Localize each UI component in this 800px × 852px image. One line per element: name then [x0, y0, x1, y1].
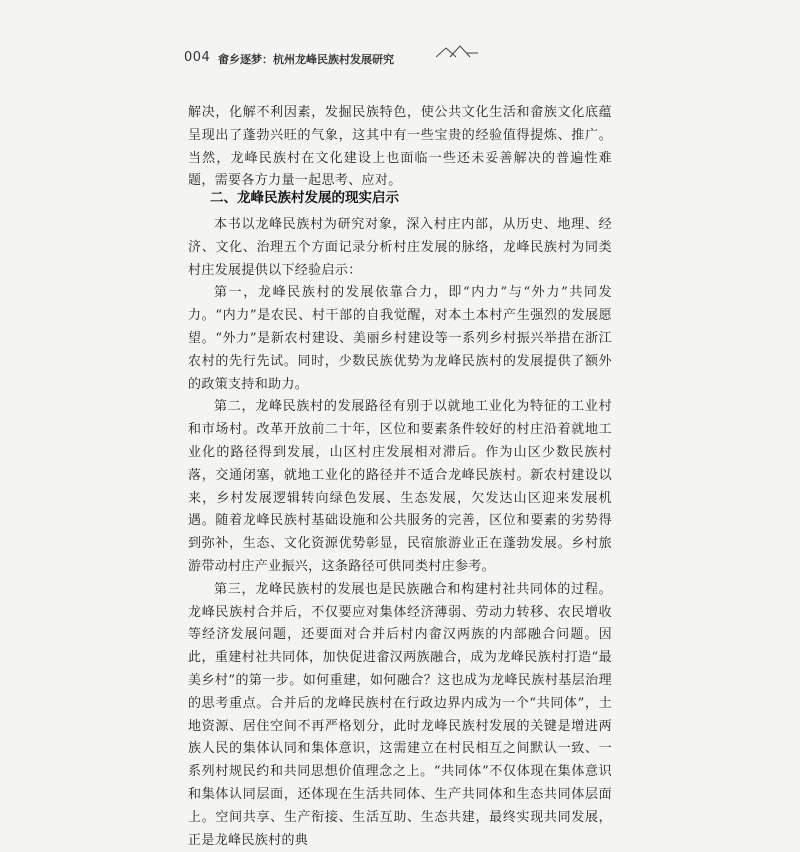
roof-ornament-icon — [436, 44, 478, 58]
section-body — [188, 214, 612, 852]
paragraph-1: 解决，化解不利因素，发掘民族特色，使公共文化生活和畲族文化底蕴呈现出了蓬勃兴旺的气象，这其中有一些宝贵的经验值得提炼、推广。当然，龙峰民族村在文化建设上也面临一些还未妥善解决的普遍性难题，需要各方力量一起思考、应对。 — [188, 105, 612, 189]
paragraph-5: 第三，龙峰民族村的发展也是民族融合和构建村社共同体的过程。龙峰民族村合并后，不仅要应对集体经济薄弱、劳动力转移、农民增收等经济发展问题，还要面对合并后村内畲汉两族的内部融合问题。因此，重建村社共同体，加快促进畲汉两族融合，成为龙峰民族村打造“最美乡村”的第一步。如何重建，如何融合？这也成为龙峰民族村基层治理的思考重点。合并后的龙峰民族村在行政边界内成为一个“共同体”，土地资源、居住空间不再严格划分，此时龙峰民族村发展的关键是增进两族人民的集体认同和集体意识，这需建立在村民相互之间默认一致、一系列村规民约和共同思想价值理念之上。“共同体”不仅体现在集体意识和集体认同层面，还体现在生活共同体、生产共同体和生态共同体层面上。空间共享、生产衔接、生活互助、生态共建，最终实现共同发展，正是龙峰民族村的典 — [188, 581, 612, 848]
paragraph-3: 第一，龙峰民族村的发展依靠合力，即“内力”与“外力”共同发力。“内力”是农民、村干部的自我觉醒，对本土本村产生强烈的发展愿望。“外力”是新农村建设、美丽乡村建设等一系列乡村振兴举措在浙江农村的先行先试。同时，少数民族优势为龙峰民族村的发展提供了额外的政策支持和助力。 — [188, 285, 612, 392]
paragraph-2: 本书以龙峰民族村为研究对象，深入村庄内部，从历史、地理、经济、文化、治理五个方面记录分析村庄发展的脉络，龙峰民族村为同类村庄发展提供以下经验启示： — [188, 217, 612, 278]
page-header — [184, 46, 624, 70]
page-number: 004 — [184, 50, 211, 65]
running-title: 畲乡逐梦：杭州龙峰民族村发展研究 — [218, 53, 394, 66]
paragraph-4: 第二，龙峰民族村的发展路径有别于以就地工业化为特征的工业村和市场村。改革开放前二十年，区位和要素条件较好的村庄沿着就地工业化的路径得到发展，山区村庄发展相对滞后。作为山区少数民族村落，交通闭塞，就地工业化的路径并不适合龙峰民族村。新农村建设以来，乡村发展逻辑转向绿色发展、生态发展，欠发达山区迎来发展机遇。随着龙峰民族村基础设施和公共服务的完善，区位和要素的劣势得到弥补，生态、文化资源优势彰显，民宿旅游业正在蓬勃发展。乡村旅游带动村庄产业振兴，这条路径可供同类村庄参考。 — [188, 399, 612, 574]
section-heading: 二、龙峰民族村发展的现实启示 — [210, 190, 399, 206]
paragraph-continuation — [188, 102, 612, 193]
